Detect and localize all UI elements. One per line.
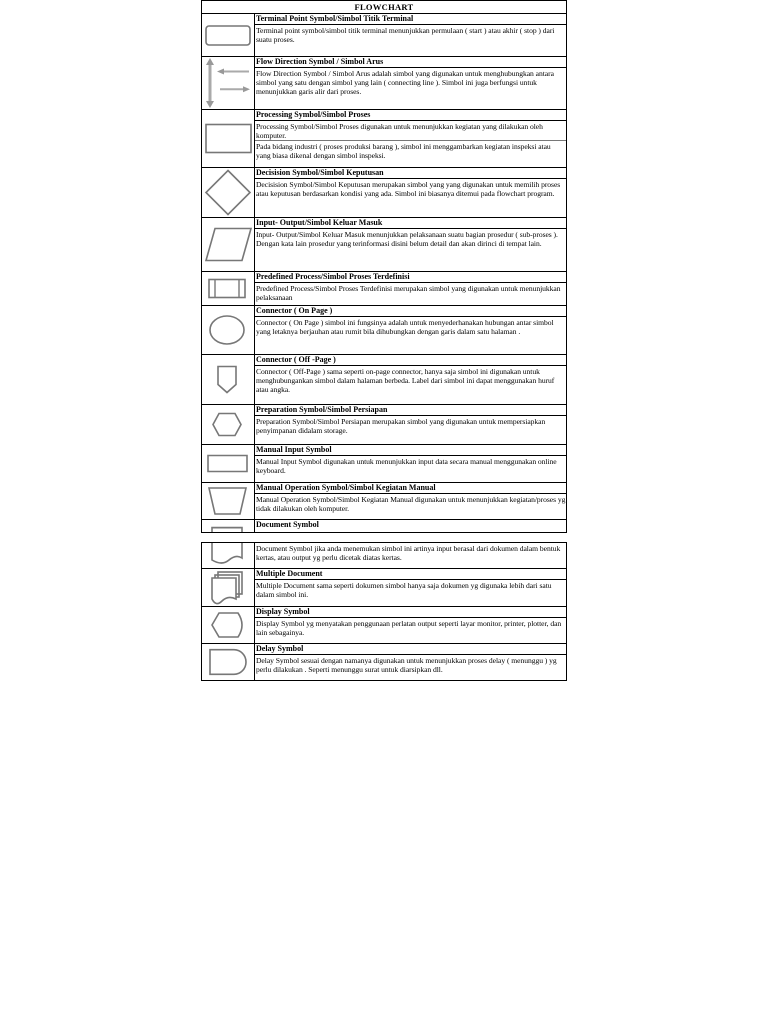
- row-heading: Manual Operation Symbol/Simbol Kegiatan Manual: [255, 483, 566, 494]
- table-row: [202, 306, 566, 355]
- row-description: Decisision Symbol/Simbol Keputusan merupakan simbol yang yang digunakan untuk memilih proses atau keputusan berdasarkan kondisi yang ada. Simbol ini biasanya ditemui pada flowchart program.: [256, 180, 561, 198]
- row-description: Preparation Symbol/Simbol Persiapan merupakan simbol yang digunakan untuk mempersiapkan penyimpanan didalam storage.: [256, 417, 546, 435]
- row-text: [255, 405, 566, 444]
- manual-input-icon: [202, 445, 255, 482]
- flowchart-table-page-2: [201, 542, 567, 681]
- table-row: [202, 569, 566, 607]
- document-icon: [202, 543, 255, 568]
- row-description: Document Symbol jika anda menemukan simbol ini artinya input berasal dari dokumen dalam bentuk kertas, atau output yg perlu dicetak diatas kertas.: [256, 544, 561, 562]
- preparation-hexagon-icon: [202, 405, 255, 444]
- row-description: Delay Symbol sesuai dengan namanya digunakan untuk menunjukkan proses delay ( menunggu ) yg perlu dilakukan . Seperti menunggu surat untuk diarsipkan dll.: [256, 656, 557, 674]
- row-text: [255, 14, 566, 56]
- document-icon: [202, 520, 255, 532]
- row-heading: Connector ( Off -Page ): [255, 355, 566, 366]
- row-text: [255, 57, 566, 109]
- row-heading: Multiple Document: [255, 569, 566, 580]
- row-description: Processing Symbol/Simbol Proses digunakan untuk menunjukkan kegiatan yang dilakukan oleh komputer.: [256, 122, 543, 140]
- row-text: [255, 483, 566, 519]
- table-row: [202, 355, 566, 405]
- row-description: Multiple Document sama seperti dokumen simbol hanya saja dokumen yg digunaka lebih dari satu dalam simbol ini.: [256, 581, 552, 599]
- row-text: [255, 306, 566, 354]
- table-row: [202, 543, 566, 569]
- row-heading: Processing Symbol/Simbol Proses: [255, 110, 566, 121]
- row-heading: Connector ( On Page ): [255, 306, 566, 317]
- row-description: Connector ( Off-Page ) sama seperti on-page connector, hanya saja simbol ini digunakan untuk menghubungankan simbol dalam halaman berbeda. Label dari simbol ini dapat menggunakan huruf atau angka.: [256, 367, 555, 394]
- row-heading: Predefined Process/Simbol Proses Terdefinisi: [255, 272, 566, 283]
- table-row: [202, 168, 566, 218]
- on-page-connector-icon: [202, 306, 255, 354]
- table-row: [202, 405, 566, 445]
- row-heading: Delay Symbol: [255, 644, 566, 655]
- row-heading: Manual Input Symbol: [255, 445, 566, 456]
- row-description: Terminal point symbol/simbol titik terminal menunjukkan permulaan ( start ) atau akhir ( stop ) dari suatu proses.: [256, 26, 555, 44]
- row-text: [255, 543, 566, 568]
- row-text: [255, 445, 566, 482]
- row-heading: Flow Direction Symbol / Simbol Arus: [255, 57, 566, 68]
- row-description: Flow Direction Symbol / Simbol Arus adalah simbol yang digunakan untuk menghubungkan antara simbol yang satu dengan simbol yang lain ( connecting line ). Simbol ini juga berfungsi untuk menunjukkan garis alir dari proses.: [256, 69, 554, 96]
- flowchart-table-page-1: [201, 0, 567, 533]
- table-row: [202, 607, 566, 644]
- row-heading: Decisision Symbol/Simbol Keputusan: [255, 168, 566, 179]
- display-symbol-icon: [202, 607, 255, 643]
- row-text: [255, 569, 566, 606]
- row-description: Connector ( On Page ) simbol ini fungsinya adalah untuk menyederhanakan hubungan antar simbol yang letaknya berjauhan atau rumit bila dihubungkan dengan garis dalam satu halaman .: [256, 318, 554, 336]
- row-heading: Input- Output/Simbol Keluar Masuk: [255, 218, 566, 229]
- row-description: Display Symbol yg menyatakan penggunaan perlatan output seperti layar monitor, printer, plotter, dan lain sebagainya.: [256, 619, 562, 637]
- row-text: [255, 607, 566, 643]
- table-row: [202, 644, 566, 680]
- predefined-process-icon: [202, 272, 255, 305]
- row-text: [255, 520, 566, 532]
- row-text: [255, 355, 566, 404]
- multiple-document-icon: [202, 569, 255, 606]
- table-row: [202, 14, 566, 57]
- input-output-parallelogram-icon: [202, 218, 255, 271]
- row-heading: Terminal Point Symbol/Simbol Titik Terminal: [255, 14, 566, 25]
- row-text: [255, 218, 566, 271]
- row-description: Predefined Process/Simbol Proses Terdefinisi merupakan simbol yang digunakan untuk menunjukkan pelaksanaan: [256, 284, 561, 302]
- table-row: [202, 57, 566, 110]
- process-rectangle-icon: [202, 110, 255, 167]
- row-description: Manual Input Symbol digunakan untuk menunjukkan input data secara manual menggunakan online keyboard.: [256, 457, 557, 475]
- terminal-symbol-icon: [202, 14, 255, 56]
- table-row: [202, 445, 566, 483]
- row-description: Manual Operation Symbol/Simbol Kegiatan Manual digunakan untuk menunjukkan kegiatan/proses yg tidak dilakukan oleh komputer.: [256, 495, 566, 513]
- row-text: [255, 168, 566, 217]
- row-text: [255, 110, 566, 167]
- row-text: [255, 272, 566, 305]
- delay-symbol-icon: [202, 644, 255, 680]
- row-description: Input- Output/Simbol Keluar Masuk menunjukkan pelaksanaan suatu bagian prosedur ( sub-proses ). Dengan kata lain prosedur yang terinformasi disini belum detail dan akan dirinci di tempat lain.: [256, 230, 558, 248]
- row-heading: Display Symbol: [255, 607, 566, 618]
- decision-diamond-icon: [202, 168, 255, 217]
- row-text: [255, 644, 566, 680]
- row-description: Pada bidang industri ( proses produksi barang ), simbol ini menggambarkan kegiatan inspeksi atau yang biasa dikenal dengan simbol inspeksi.: [255, 140, 566, 160]
- table-row: [202, 218, 566, 272]
- table-row: [202, 110, 566, 168]
- off-page-connector-icon: [202, 355, 255, 404]
- table-row: [202, 483, 566, 520]
- manual-operation-trapezoid-icon: [202, 483, 255, 519]
- table-row: [202, 272, 566, 306]
- table-title: FLOWCHART: [202, 1, 566, 14]
- flow-direction-arrows-icon: [202, 57, 255, 109]
- table-row: [202, 520, 566, 532]
- row-heading: Document Symbol: [256, 520, 319, 529]
- row-heading: Preparation Symbol/Simbol Persiapan: [255, 405, 566, 416]
